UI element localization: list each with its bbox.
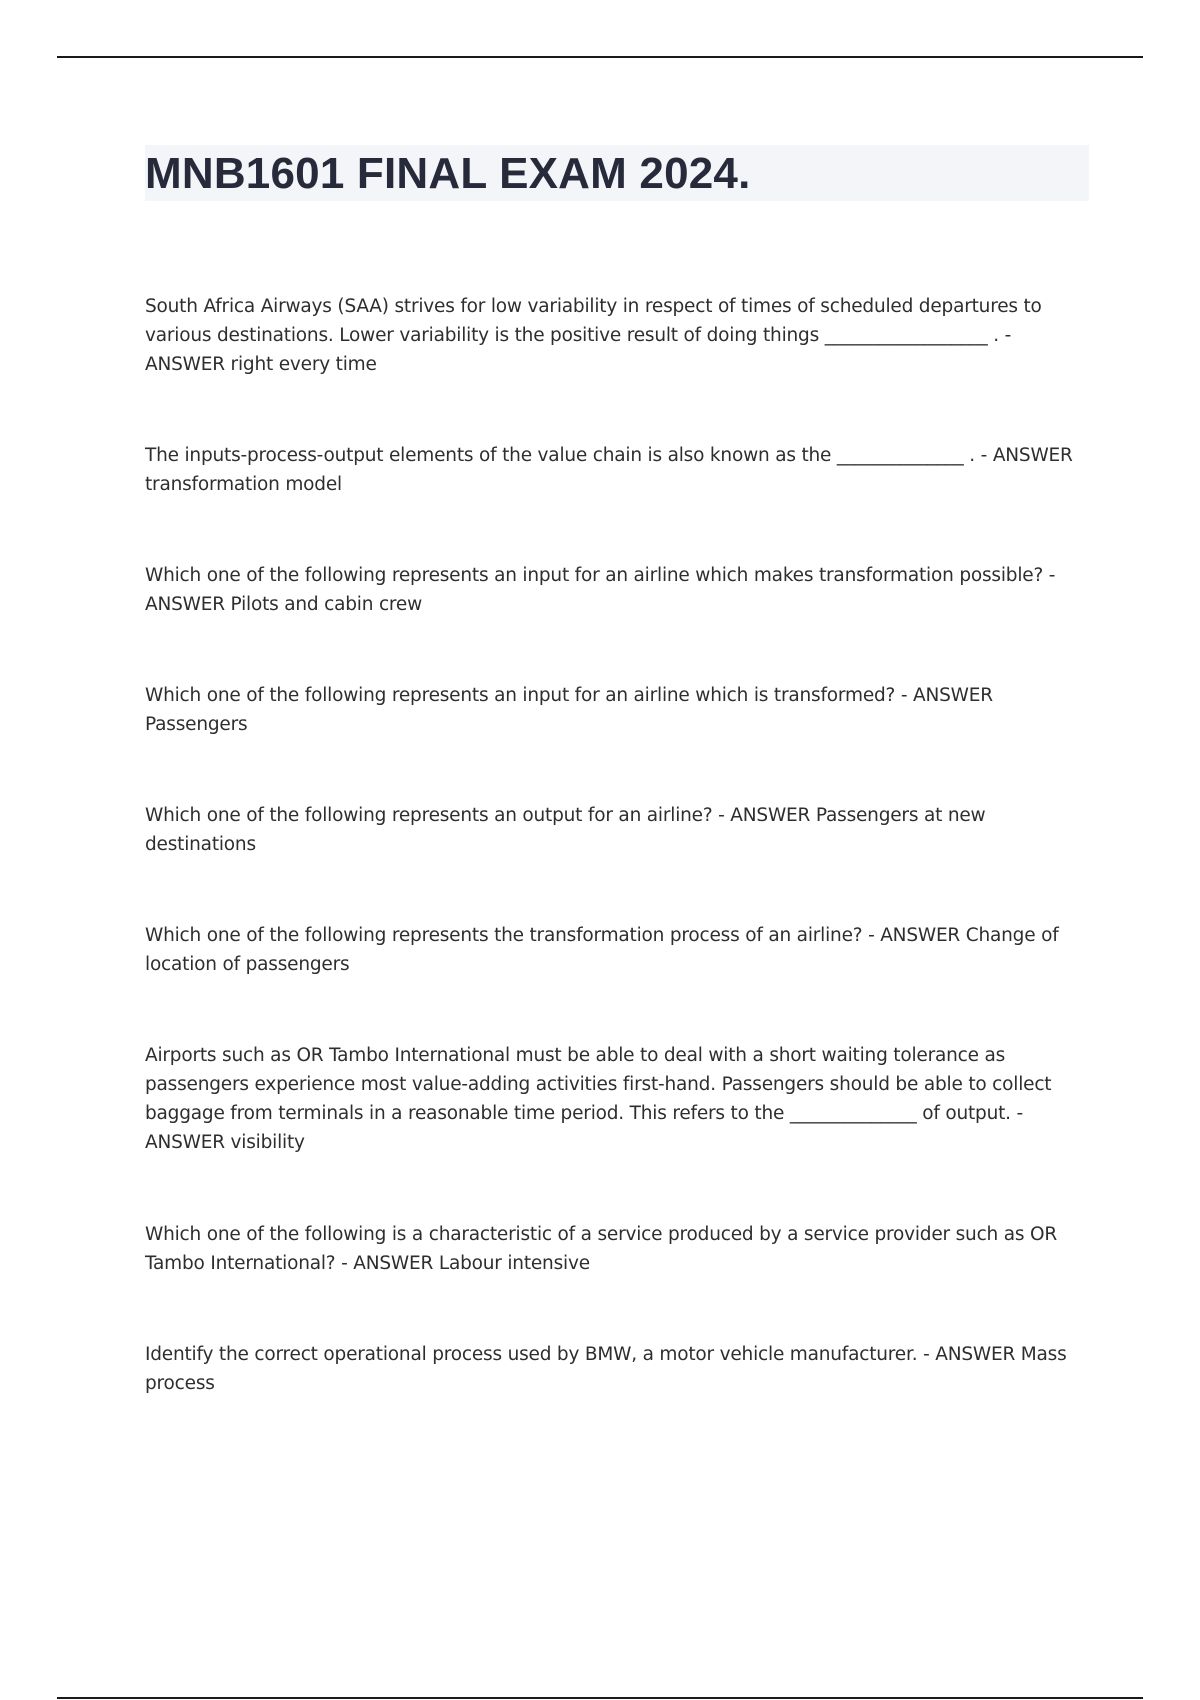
question-text: Which one of the following represents an output for an airline? <box>145 805 713 826</box>
question-text: Which one of the following represents the transformation process of an airline? <box>145 925 863 946</box>
qa-item-3 <box>145 561 1085 619</box>
answer-text: - ANSWER Passengers <box>145 685 993 735</box>
qa-item-1 <box>145 292 1085 379</box>
question-text: Which one of the following is a characteristic of a service produced by a service provider such as OR Tambo International? <box>145 1224 1058 1274</box>
question-text: Airports such as OR Tambo International must be able to deal with a short waiting tolerance as passengers experience most value-adding activities first-hand. Passengers should be able to collect baggage from terminals in a reasonable time period. This refers to the ______________ of output. <box>145 1045 1052 1124</box>
qa-item-8 <box>145 1220 1085 1278</box>
qa-item-4 <box>145 681 1085 739</box>
answer-text: - ANSWER Labour intensive <box>341 1253 590 1274</box>
page-title: MNB1601 FINAL EXAM 2024. <box>145 149 751 198</box>
qa-item-7 <box>145 1041 1085 1157</box>
question-text: South Africa Airways (SAA) strives for low variability in respect of times of scheduled departures to various destinations. Lower variability is the positive result of doing things __________________ . <box>145 296 1042 346</box>
question-text: Which one of the following represents an input for an airline which is transformed? <box>145 685 896 706</box>
answer-text: - ANSWER Passengers at new destinations <box>145 805 986 855</box>
answer-text: - ANSWER Change of location of passengers <box>145 925 1059 975</box>
answer-text: - ANSWER Mass process <box>145 1344 1067 1394</box>
qa-item-6 <box>145 921 1085 979</box>
top-divider <box>57 56 1143 58</box>
answer-text: - ANSWER visibility <box>145 1103 1024 1153</box>
question-text: Identify the correct operational process used by BMW, a motor vehicle manufacturer. <box>145 1344 918 1365</box>
answer-text: - ANSWER right every time <box>145 325 1012 375</box>
qa-item-5 <box>145 801 1085 859</box>
answer-text: - ANSWER Pilots and cabin crew <box>145 565 1056 615</box>
bottom-divider <box>57 1697 1143 1699</box>
question-text: The inputs-process-output elements of the value chain is also known as the ______________ . <box>145 445 975 466</box>
question-text: Which one of the following represents an input for an airline which makes transformation possible? <box>145 565 1044 586</box>
answer-text: - ANSWER transformation model <box>145 445 1073 495</box>
qa-item-2 <box>145 441 1085 499</box>
qa-item-9 <box>145 1340 1085 1398</box>
